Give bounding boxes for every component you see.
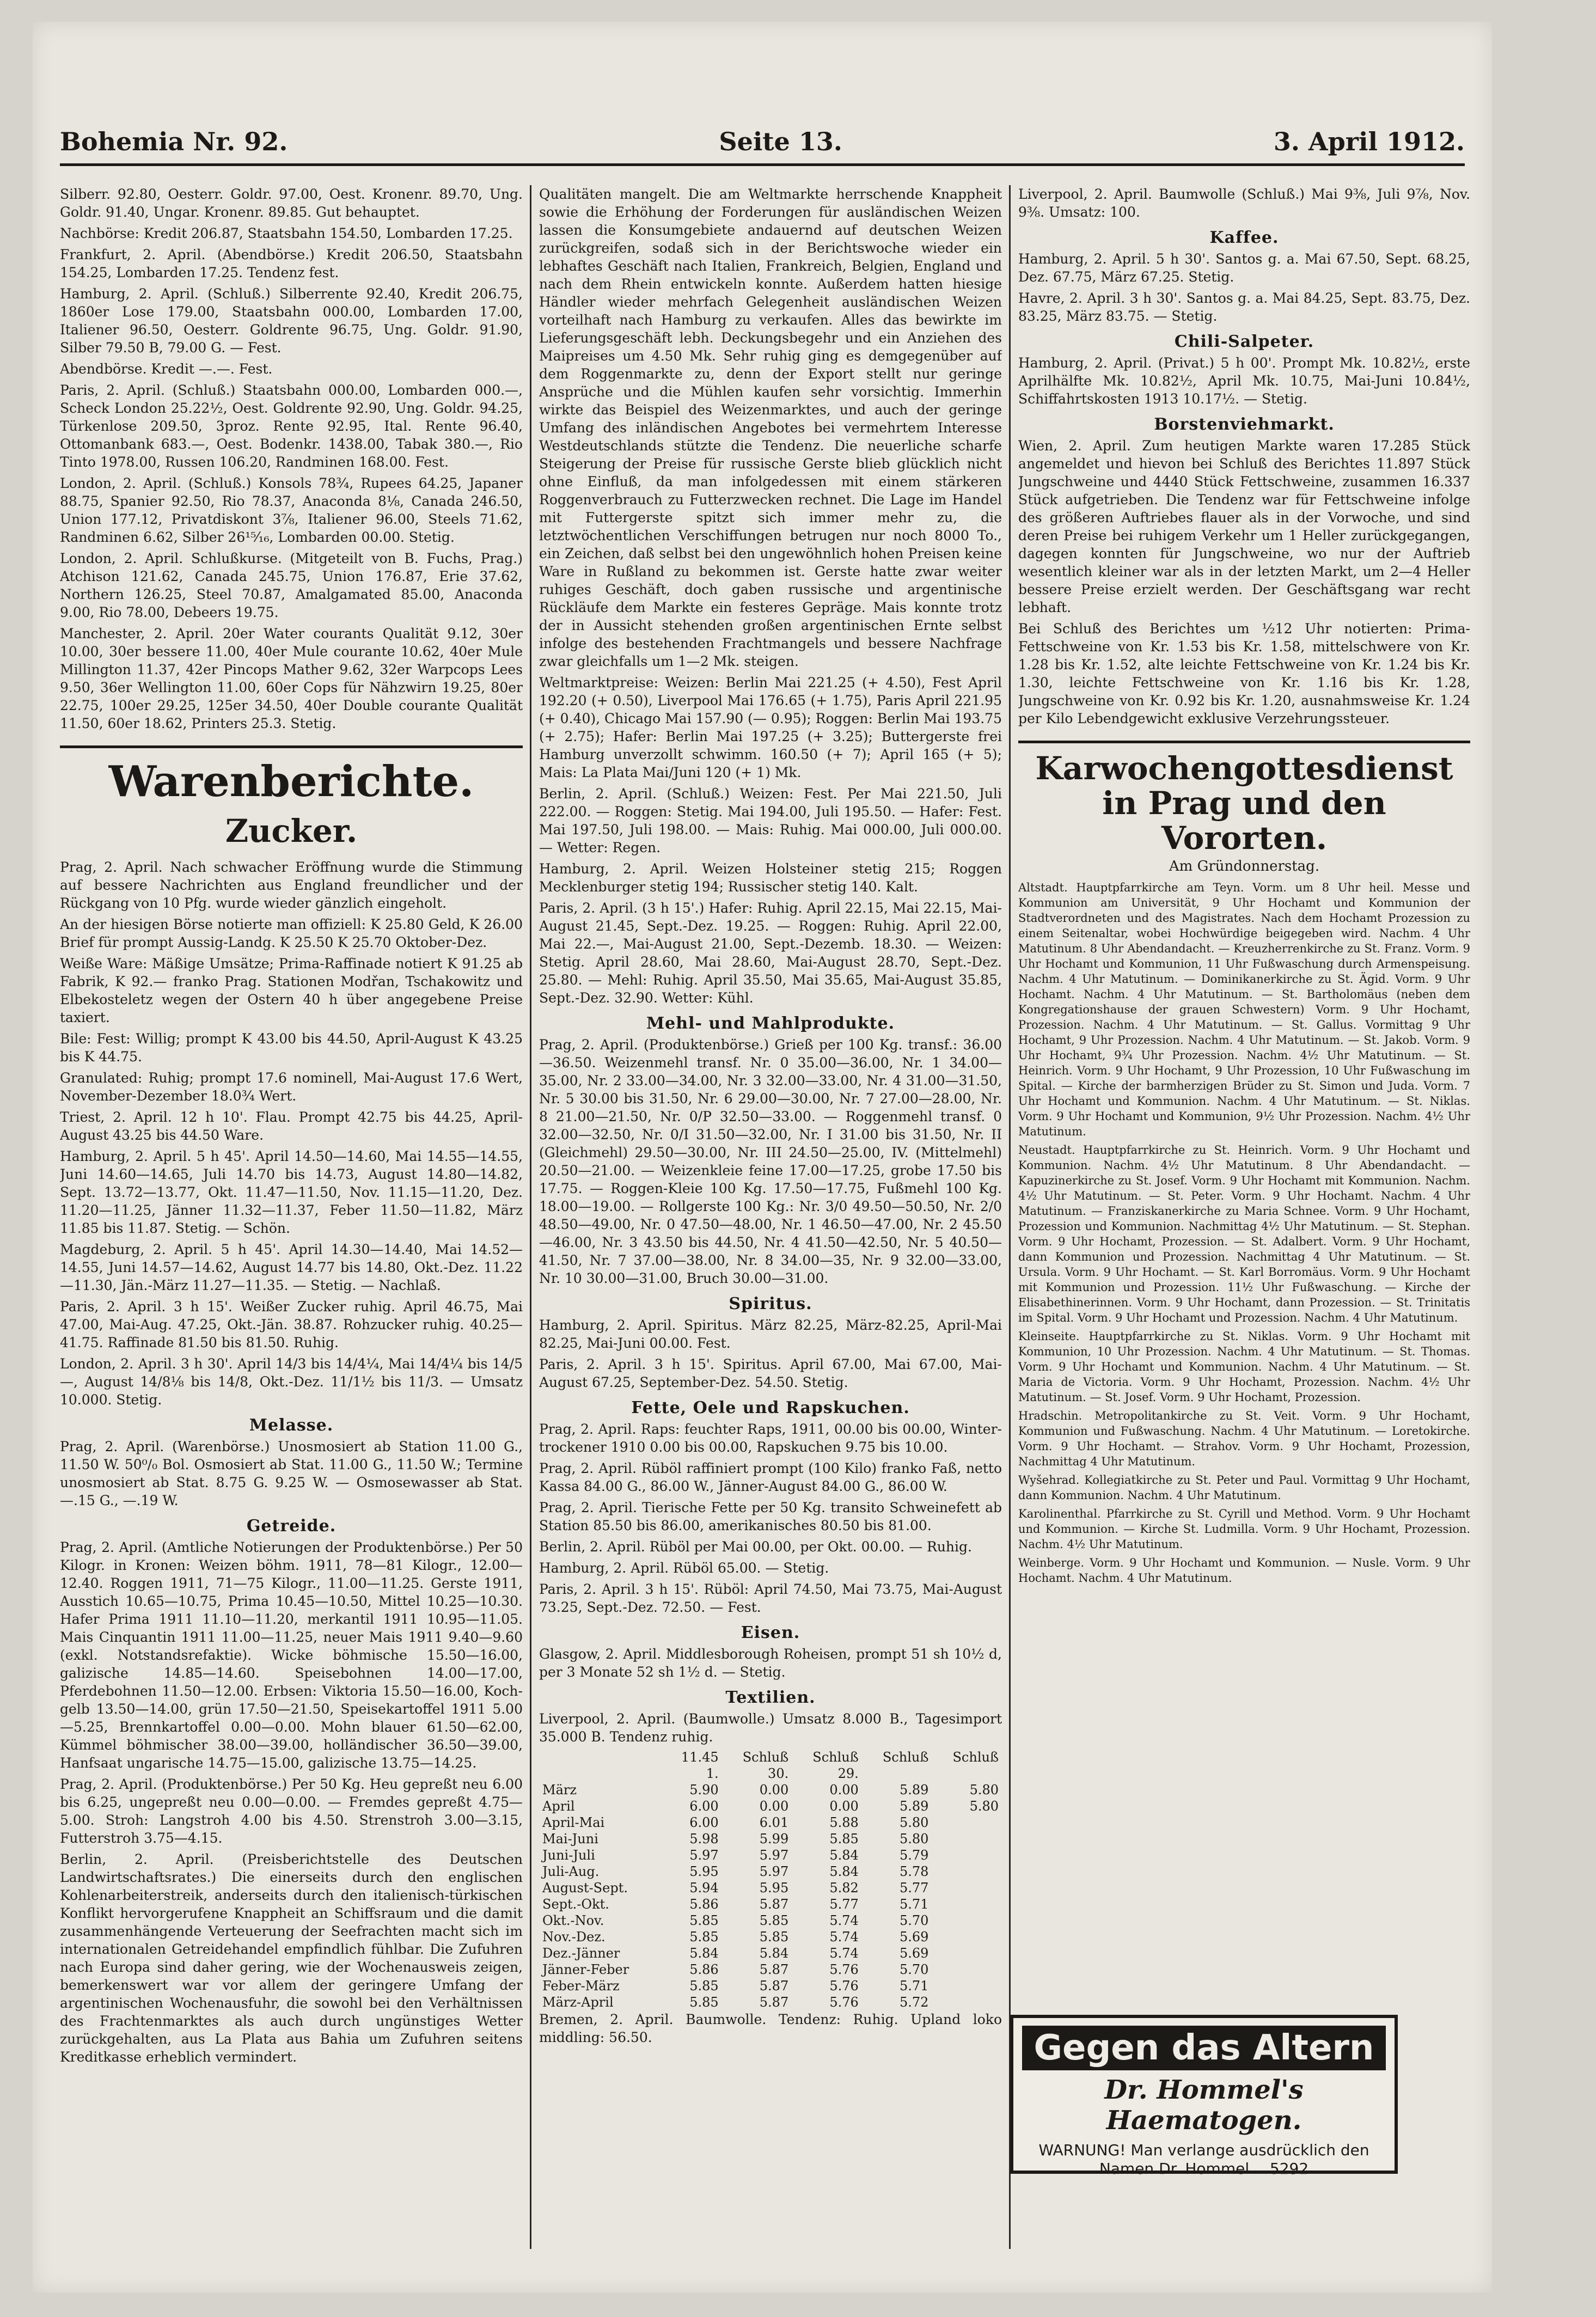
spiritus-report: Paris, 2. April. 3 h 15'. Spiritus. April 67.00, Mai 67.00, Mai-August 67.25, September-Dez. 54.50. Stetig. <box>539 1356 1002 1390</box>
fette-report: Prag, 2. April. Tierische Fette per 50 Kg. transito Schweinefett ab Station 85.50 bis 86.00, amerikanisches 80.50 bis 81.00. <box>539 1500 1002 1533</box>
getreide-report: Hamburg, 2. April. Weizen Holsteiner stetig 215; Roggen Mecklenburger stetig 194; Russischer stetig 140. Kalt. <box>539 861 1002 895</box>
table-header-row <box>539 1749 1002 1765</box>
table-cell: 1. <box>706 1766 719 1781</box>
table-cell: 5.95 <box>759 1880 789 1896</box>
page-number: Seite 13. <box>719 127 842 156</box>
eisen-report: Glasgow, 2. April. Middlesborough Roheisen, prompt 51 sh 10½ d, per 3 Monate 52 sh 1½ d. — Stetig. <box>539 1646 1002 1680</box>
ad-code: 5292 <box>1269 2160 1309 2178</box>
table-row <box>539 1847 1002 1863</box>
table-cell: Okt.-Nov. <box>542 1913 604 1928</box>
issue-date: 3. April 1912. <box>1273 127 1465 156</box>
column-rule <box>530 185 531 2249</box>
table-cell: Schluß <box>952 1750 999 1765</box>
column-2 <box>539 185 1002 2260</box>
table-row <box>539 1896 1002 1912</box>
getreide-report: Paris, 2. April. (3 h 15'.) Hafer: Ruhig. April 22.15, Mai 22.15, Mai-August 21.45, Sept.-Dez. 19.25. — Roggen: Ruhig. April 22.00, Mai 22.—, Mai-August 21.00, Sept.-Dezemb. 18.30. — Weizen: Stetig. April 28.60, Mai 28.60, Mai-August 28.70, Sept.-Dez. 25.80. — Mehl: Ruhig. April 35.50, Mai 35.65, Mai-August 35.85, Sept.-Dez. 32.90. Wetter: Kühl. <box>539 900 1002 1006</box>
table-cell: 0.00 <box>829 1799 859 1814</box>
table-cell: 30. <box>768 1766 789 1781</box>
table-cell: 5.71 <box>899 1978 929 1994</box>
table-cell: 5.84 <box>759 1946 789 1961</box>
table-cell <box>932 1994 1002 2010</box>
market-report: Frankfurt, 2. April. (Abendbörse.) Kredit 206.50, Staatsbahn 154.25, Lombarden 17.25. Tendenz fest. <box>60 247 523 280</box>
fette-report: Berlin, 2. April. Rüböl per Mai 00.00, per Okt. 00.00. — Ruhig. <box>539 1539 972 1555</box>
table-cell <box>932 1978 1002 1994</box>
mehl-report: Prag, 2. April. (Produktenbörse.) Grieß per 100 Kg. transf.: 36.00—36.50. Weizenmehl transf. Nr. 0 35.00—36.00, Nr. 1 34.00—35.00, Nr. 2 33.00—34.00, Nr. 3 32.00—33.00, Nr. 4 31.00—31.50, Nr. 5 30.00 bis 31.50, Nr. 6 29.00—30.00, Nr. 7 27.00—28.00, Nr. 8 21.00—21.50, Nr. 0/P 32.50—33.00. — Roggenmehl transf. 0 32.00—32.50, Nr. 0/I 31.50—32.00, Nr. I 31.00 bis 31.50, Nr. II (Gleichmehl) 29.50—30.00, Nr. III 24.50—25.00, IV. (Mittelmehl) 20.50—21.00. — Weizenkleie feine 17.00—17.25, grobe 17.50 bis 17.75. — Roggen-Kleie 100 Kg. 17.50—17.75, Fußmehl 100 Kg. 18.00—19.00. — Rollgerste 100 Kg.: Nr. 3/0 49.50—50.50, Nr. 2/0 48.50—49.00, Nr. 0 47.50—48.00, Nr. 1 46.50—47.00, Nr. 2 45.50—46.00, Nr. 3 43.50 bis 44.50, Nr. 4 41.50—42.50, Nr. 5 40.50—41.50, Nr. 7 37.00—38.00, Nr. 8 34.00—35, Nr. 9 32.00—33.00, Nr. 10 30.00—31.00, Bruch 30.00—31.00. <box>539 1037 1002 1286</box>
subsection-heading-fette: Fette, Oele und Rapskuchen. <box>631 1398 910 1417</box>
ad-warning-text: WARNUNG! Man verlange ausdrücklich den Namen Dr. Hommel. <box>1038 2141 1369 2178</box>
baumwolle-report: Liverpool, 2. April. Baumwolle (Schluß.) Mai 9⅜, Juli 9⅞, Nov. 9⅜. Umsatz: 100. <box>1018 186 1470 220</box>
table-cell: 5.85 <box>829 1831 859 1847</box>
market-report: Silberr. 92.80, Oesterr. Goldr. 97.00, Oest. Kronenr. 89.70, Ung. Goldr. 91.40, Ungar. Kronenr. 89.85. Gut behauptet. <box>60 186 523 220</box>
table-cell: 5.82 <box>829 1880 859 1896</box>
table-cell: 5.80 <box>969 1799 999 1814</box>
masthead-issue: Bohemia Nr. 92. <box>60 127 288 156</box>
table-cell: 5.85 <box>689 1978 719 1994</box>
market-report: Manchester, 2. April. 20er Water courants Qualität 9.12, 30er 10.00, 30er bessere 11.00, 40er Mule courante 10.62, 40er Mule Millington 11.37, 42er Pincops Mather 9.62, 32er Warpcops Lees 9.50, 36er Wellington 11.00, 60er Cops für Nähzwirn 19.25, 80er 22.75, 100er 29.25, 125er 34.50, 40er Double courante Qualität 11.50, 60er 18.62, Printers 25.3. Stetig. <box>60 626 523 731</box>
table-cell: 5.87 <box>759 1897 789 1912</box>
spiritus-report: Hamburg, 2. April. Spiritus. März 82.25, März-82.25, April-Mai 82.25, Mai-Juni 00.00. Fest. <box>539 1317 1002 1351</box>
subsection-heading-textilien: Textilien. <box>725 1688 816 1707</box>
getreide-report: Weltmarktpreise: Weizen: Berlin Mai 221.25 (+ 4.50), Fest April 192.20 (+ 0.50), Liverpool Mai 176.65 (+ 1.75), Paris April 221.95 (+ 0.40), Chicago Mai 157.90 (— 0.95); Roggen: Berlin Mai 193.75 (+ 2.75); Hafer: Berlin Mai 197.25 (+ 3.25); Buttergerste frei Hamburg unverzollt schwimm. 160.50 (+ 7); April 165 (+ 5); Mais: La Plata Mai/Juni 120 (+ 1) Mk. <box>539 675 1002 780</box>
newspaper-page <box>33 22 1492 2292</box>
zucker-report: An der hiesigen Börse notierte man offiziell: K 25.80 Geld, K 26.00 Brief für prompt Aussig-Landg. K 25.50 K 25.70 Oktober-Dez. <box>60 916 523 950</box>
church-service-listing: Hradschin. Metropolitankirche zu St. Veit. Vorm. 9 Uhr Hochamt, Kommunion und Fußwaschung. Nachm. 4 Uhr Matutinum. — Loretokirche. Vorm. 9 Uhr Hochamt. — Strahov. Vorm. 9 Uhr Hochamt, Prozession, Nachmittag 4 Uhr Matutinum. <box>1018 1409 1470 1468</box>
zucker-report: Hamburg, 2. April. 5 h 45'. April 14.50—14.60, Mai 14.55—14.55, Juni 14.60—14.65, Juli 14.70 bis 14.73, August 14.80—14.82, Sept. 13.72—13.77, Okt. 11.47—11.50, Nov. 11.15—11.20, Dez. 11.20—11.25, Jänner 11.32—11.37, Feber 11.50—11.82, März 11.85 bis 11.87. Stetig. — Schön. <box>60 1148 523 1236</box>
table-cell: 5.76 <box>829 1995 859 2010</box>
table-cell <box>932 1896 1002 1912</box>
table-cell: 5.85 <box>689 1929 719 1945</box>
getreide-report: Qualitäten mangelt. Die am Weltmarkte herrschende Knappheit sowie die Erhöhung der Forderungen für ausländischen Weizen lassen die Konsumgebiete andauernd auf deutschen Weizen zurückgreifen, sodaß sich in der Berichtswoche wieder ein lebhaftes Geschäft nach Italien, Frankreich, Belgien, England und nach dem Rhein entwickeln konnte. Außerdem hatten hiesige Händler wieder mehrfach Gelegenheit ausländischen Weizen vorteilhaft nach Hamburg zu verkaufen. Alles das bewirkte im Lieferungsgeschäft lebh. Deckungsbegehr und ein Anziehen des Maipreises um 4.50 Mk. Sehr ruhig ging es demgegenüber auf dem Roggenmarkte zu, denn der Export stellt nur geringe Ansprüche und die Mühlen kaufen sehr vorsichtig. Immerhin wirkte das Beispiel des Weizenmarktes, und auch der geringe Umfang des inländischen Angebotes bei vermehrtem Interesse Westdeutschlands stützte die Tendenz. Die neuerliche scharfe Steigerung der Preise für russische Gerste blieb glücklich nicht ohne Einfluß, da man infolgedessen mit einem stärkeren Roggenverbrauch zu Futterzwecken rechnet. Die Lage im Handel mit Futtergerste spitzt sich immer mehr zu, die letztwöchentlichen Verschiffungen betrugen nur noch 8000 To., ein Zeichen, daß selbst bei den ungewöhnlich hohen Preisen keine Ware in Rußland zu bekommen ist. Gerste hatte zwar weiter ruhiges Geschäft, doch gaben russische und argentinische Rückläufe dem Markte ein festeres Gepräge. Mais konnte trotz der in Aussicht stehenden großen argentinischen Ernte selbst infolge des bestehenden Frachtmangels und bessere Nachfrage zwar gleichfalls um 1—2 Mk. steigen. <box>539 186 1002 669</box>
melasse-report: Prag, 2. April. (Warenbörse.) Unosmosiert ab Station 11.00 G., 11.50 W. 50⁰/₀ Bol. Osmosiert ab Stat. 11.00 G., 11.50 W.; Termine unosmosiert ab Stat. 8.75 G. 9.25 W. — Osmosewasser ab Stat. —.15 G., —.19 W. <box>60 1439 523 1508</box>
page-header <box>60 120 1465 166</box>
zucker-report: Paris, 2. April. 3 h 15'. Weißer Zucker ruhig. April 46.75, Mai 47.00, Mai-Aug. 47.25, Okt.-Jän. 38.87. Rohzucker ruhig. 40.25—41.75. Raffinade 81.50 bis 81.50. Ruhig. <box>60 1299 523 1350</box>
fette-report: Prag, 2. April. Raps: feuchter Raps, 1911, 00.00 bis 00.00, Winter- trockener 1910 0.00 bis 00.00, Rapskuchen 9.75 bis 10.00. <box>539 1421 1002 1455</box>
table-cell: 5.80 <box>969 1782 999 1798</box>
church-service-listing: Karolinenthal. Pfarrkirche zu St. Cyrill und Method. Vorm. 9 Uhr Hochamt und Kommunion. — Kirche St. Ludmilla. Vorm. 9 Uhr Hochamt, Prozession. Nachm. 4½ Uhr Matutinum. <box>1018 1507 1470 1551</box>
table-cell: Jänner-Feber <box>542 1962 629 1977</box>
table-cell: April <box>542 1799 575 1814</box>
notice-subheading: Am Gründonnerstag. <box>1169 858 1320 875</box>
table-cell: 5.77 <box>829 1897 859 1912</box>
table-cell: 5.95 <box>689 1864 719 1879</box>
table-cell: 6.00 <box>689 1799 719 1814</box>
table-cell <box>932 1847 1002 1863</box>
kaffee-report: Havre, 2. April. 3 h 30'. Santos g. a. Mai 84.25, Sept. 83.75, Dez. 83.25, März 83.75. — Stetig. <box>1018 290 1470 324</box>
table-cell: 5.87 <box>759 1978 789 1994</box>
table-cell: 5.86 <box>689 1897 719 1912</box>
table-cell: 0.00 <box>829 1782 859 1798</box>
table-cell: 5.85 <box>759 1929 789 1945</box>
table-cell: 5.84 <box>689 1946 719 1961</box>
subsection-heading-spiritus: Spiritus. <box>729 1294 812 1313</box>
table-cell: 5.94 <box>689 1880 719 1896</box>
market-report: Abendbörse. Kredit —.—. Fest. <box>60 361 273 377</box>
table-cell: 5.85 <box>759 1913 789 1928</box>
table-row <box>539 1961 1002 1978</box>
table-cell <box>932 1765 1002 1782</box>
table-cell: 5.79 <box>899 1848 929 1863</box>
subsection-heading-borstenvieh: Borstenviehmarkt. <box>1154 415 1335 434</box>
table-cell <box>932 1929 1002 1945</box>
zucker-report: Prag, 2. April. Nach schwacher Eröffnung wurde die Stimmung auf bessere Nachrichten aus England freundlicher und der Rückgang von 10 Pfg. wurde wieder gänzlich eingeholt. <box>60 859 523 911</box>
table-cell: 5.70 <box>899 1913 929 1928</box>
table-cell: 5.99 <box>759 1831 789 1847</box>
getreide-report: Prag, 2. April. (Amtliche Notierungen der Produktenbörse.) Per 50 Kilogr. in Kronen: Weizen böhm. 1911, 78—81 Kilogr., 12.00—12.40. Roggen 1911, 71—75 Kilogr., 11.00—11.25. Gerste 1911, Ausstich 10.65—10.75, Prima 10.45—10.50, Mittel 10.25—10.30. Hafer Prima 1911 11.10—11.20, merkantil 1911 10.95—11.05. Mais Cinquantin 1911 11.00—11.25, neuer Mais 1911 9.40—9.60 (exkl. Notstandsrefaktie). Wicke böhmische 15.50—16.00, galizische 14.85—14.60. Speisebohnen 14.00—17.00, Pferdebohnen 11.50—12.00. Erbsen: Viktoria 15.50—16.00, Koch- gelb 13.50—14.00, grün 17.50—21.50, Speisekartoffel 1911 5.00—5.25, Brennkartoffel 0.00—0.00. Mohn blauer 61.50—62.00, Kümmel böhmischer 38.00—39.00, holländischer 36.50—39.00, Hanfsaat ungarische 14.75—15.00, galizische 13.75—14.25. <box>60 1539 523 1771</box>
table-cell: 5.77 <box>899 1880 929 1896</box>
table-cell <box>539 1765 663 1782</box>
table-cell: 5.84 <box>829 1864 859 1879</box>
table-cell: Feber-März <box>542 1978 620 1994</box>
table-row <box>539 1798 1002 1814</box>
table-cell: 5.89 <box>899 1799 929 1814</box>
table-cell: 5.69 <box>899 1929 929 1945</box>
table-cell <box>932 1945 1002 1961</box>
table-cell <box>932 1880 1002 1896</box>
table-row <box>539 1863 1002 1880</box>
table-cell: 0.00 <box>759 1799 789 1814</box>
fette-report: Prag, 2. April. Rüböl raffiniert prompt (100 Kilo) franko Faß, netto Kassa 84.00 G., 86.00 W., Jänner-August 84.00 G., 86.00 W. <box>539 1460 1002 1494</box>
table-cell: 5.97 <box>689 1848 719 1863</box>
table-cell: 5.97 <box>759 1848 789 1863</box>
table-cell: 5.76 <box>829 1962 859 1977</box>
column-3 <box>1018 185 1470 2260</box>
subsection-heading-zucker: Zucker. <box>225 812 358 849</box>
market-report: London, 2. April. (Schluß.) Konsols 78¾, Rupees 64.25, Japaner 88.75, Spanier 92.50, Rio 78.37, Anaconda 8⅛, Canada 246.50, Union 177.12, Privatdiskont 3⅞, Italiener 96.00, Steels 71.62, Randminen 6.62, Silber 26¹⁵⁄₁₆, Lombarden 00.00. Stetig. <box>60 475 523 545</box>
getreide-report: Berlin, 2. April. (Preisberichtstelle des Deutschen Landwirtschaftsrates.) Die einerseits durch den englischen Kohlenarbeiterstreik, anderseits durch den italienisch-türkischen Konflikt hervorgerufene Knappheit an Schiffsraum und die damit zusammenhängende Verteuerung der Seefrachten macht sich im internationalen Getreidehandel empfindlich fühlbar. Die Zufuhren nach Europa sind daher gering, wie der Wochenausweis zeigen, bemerkenswert war vor allem der geringere Umfang der argentinischen Wochenausfuhr, die sowohl bei den Verhältnissen des Frachtenmarktes als auch durch ungünstiges Wetter zurückgehalten, aus La Plata aus Bahia um Zufuhren seitens Kreditkasse erheblich vermindert. <box>60 1851 523 2065</box>
borstenvieh-report: Wien, 2. April. Zum heutigen Markte waren 17.285 Stück angemeldet und hievon bei Schluß des Berichtes 11.897 Stück Jungschweine und 4440 Stück Fettschweine, zusammen 16.337 Stück aufgetrieben. Die Tendenz war für Fettschweine infolge des größeren Auftriebes flauer als in der Vorwoche, und sind deren Preise bei ruhigem Verkehr um 1 Heller zurückgegangen, dagegen konnten für Jungschweine, wo nur der Auftrieb wesentlich kleiner war als in der letzten Markt, um 2—4 Heller bessere Preise erzielt werden. Der Geschäftsgang war recht lebhaft. <box>1018 438 1470 615</box>
table-row <box>539 1831 1002 1847</box>
table-row <box>539 1814 1002 1831</box>
table-cell: August-Sept. <box>542 1880 628 1896</box>
textil-outro: Bremen, 2. April. Baumwolle. Tendenz: Ruhig. Upland loko middling: 56.50. <box>539 2012 1002 2045</box>
table-cell: 5.72 <box>899 1995 929 2010</box>
table-cell: Juni-Juli <box>542 1848 595 1863</box>
table-row <box>539 1912 1002 1929</box>
table-header-row <box>539 1765 1002 1782</box>
subsection-heading-eisen: Eisen. <box>741 1623 800 1642</box>
church-service-listing: Wyšehrad. Kollegiatkirche zu St. Peter und Paul. Vormittag 9 Uhr Hochamt, dann Kommunion. Nachm. 4 Uhr Matutinum. <box>1018 1474 1470 1502</box>
zucker-report: Triest, 2. April. 12 h 10'. Flau. Prompt 42.75 bis 44.25, April-August 43.25 bis 44.50 Ware. <box>60 1109 523 1143</box>
table-cell: 5.78 <box>899 1864 929 1879</box>
table-row <box>539 1978 1002 1994</box>
ad-product-name: Dr. Hommel's Haematogen. <box>1104 2075 1304 2136</box>
table-row <box>539 1880 1002 1896</box>
cotton-price-table <box>539 1749 1002 2010</box>
table-cell: 5.80 <box>899 1831 929 1847</box>
subsection-heading-getreide: Getreide. <box>246 1517 337 1536</box>
kaffee-report: Hamburg, 2. April. 5 h 30'. Santos g. a. Mai 67.50, Sept. 68.25, Dez. 67.75, März 67.25. Stetig. <box>1018 251 1470 285</box>
table-cell: 5.87 <box>759 1962 789 1977</box>
church-service-listing: Neustadt. Hauptpfarrkirche zu St. Heinrich. Vorm. 9 Uhr Hochamt und Kommunion. Nachm. 4½ Uhr Matutinum. 8 Uhr Abendandacht. — Kapuzinerkirche zu St. Josef. Vorm. 9 Uhr Hochamt mit Kommunion. Nachm. 4½ Uhr Matutinum. — St. Peter. Vorm. 9 Uhr Hochamt. Nachm. 4 Uhr Matutinum. — Franziskanerkirche zu Maria Schnee. Vorm. 9 Uhr Hochamt, Prozession und Kommunion. Nachmittag 4½ Uhr Matutinum. — St. Stephan. Vorm. 9 Uhr Hochamt, Prozession. — St. Adalbert. Vorm. 9 Uhr Hochamt, dann Kommunion und Prozession. Nachmittag 4 Uhr Matutinum. — St. Ursula. Vorm. 9 Uhr Hochamt. — St. Karl Borromäus. Vorm. 9 Uhr Hochamt mit Kommunion und Prozession. 11½ Uhr Fußwaschung. — Kirche der Elisabethinerinnen. Vorm. 9 Uhr Hochamt, dann Prozession. — St. Trinitatis im Spital. Vorm. 9 Uhr Hochamt und Prozession. Nachm. 4 Uhr Matutinum. <box>1018 1144 1470 1324</box>
table-cell: 6.00 <box>689 1815 719 1830</box>
table-cell <box>862 1765 932 1782</box>
table-cell: 0.00 <box>759 1782 789 1798</box>
notice-heading-karwoche: Karwochengottesdienst in Prag und den Vororten. <box>1018 741 1470 855</box>
table-row <box>539 1782 1002 1798</box>
table-cell: Nov.-Dez. <box>542 1929 606 1945</box>
table-cell: 29. <box>837 1766 859 1781</box>
table-cell <box>539 1749 663 1765</box>
table-cell: 5.80 <box>899 1815 929 1830</box>
table-cell: 5.97 <box>759 1864 789 1879</box>
table-cell: 5.88 <box>829 1815 859 1830</box>
zucker-report: Bile: Fest: Willig; prompt K 43.00 bis 44.50, April-August K 43.25 bis K 44.75. <box>60 1031 523 1065</box>
textil-intro: Liverpool, 2. April. (Baumwolle.) Umsatz 8.000 B., Tagesimport 35.000 B. Tendenz ruhig. <box>539 1711 1002 1745</box>
table-cell: 5.84 <box>829 1848 859 1863</box>
table-cell: 5.76 <box>829 1978 859 1994</box>
subsection-heading-kaffee: Kaffee. <box>1209 228 1279 247</box>
table-cell: 5.74 <box>829 1913 859 1928</box>
church-service-listing: Weinberge. Vorm. 9 Uhr Hochamt und Kommunion. — Nusle. Vorm. 9 Uhr Hochamt. Nachm. 4 Uhr Matutinum. <box>1018 1556 1470 1585</box>
table-cell: Schluß <box>812 1750 859 1765</box>
zucker-report: London, 2. April. 3 h 30'. April 14/3 bis 14/4¼, Mai 14/4¼ bis 14/5—, August 14/8⅛ bis 14/8, Okt.-Dez. 11/1½ bis 11/3. — Umsatz 10.000. Stetig. <box>60 1356 523 1408</box>
table-cell <box>932 1863 1002 1880</box>
chili-report: Hamburg, 2. April. (Privat.) 5 h 00'. Prompt Mk. 10.82½, erste Aprilhälfte Mk. 10.82½, April Mk. 10.75, Mai-Juni 10.84½, Schiffahrtskosten 1913 10.17½. — Stetig. <box>1018 355 1470 407</box>
table-cell: Schluß <box>742 1750 789 1765</box>
getreide-report: Prag, 2. April. (Produktenbörse.) Per 50 Kg. Heu gepreßt neu 6.00 bis 6.25, ungepreßt neu 0.00—0.00. — Fremdes gepreßt 4.75—5.00. Stroh: Langstroh 4.00 bis 4.50. Strenstroh 3.00—3.15, Futterstroh 3.75—4.15. <box>60 1776 523 1846</box>
table-cell: 5.74 <box>829 1929 859 1945</box>
market-report: Hamburg, 2. April. (Schluß.) Silberrente 92.40, Kredit 206.75, 1860er Lose 179.00, Staatsbahn 000.00, Lombarden 17.00, Italiener 96.50, Oesterr. Goldrente 96.75, Ung. Goldr. 91.90, Silber 79.50 B, 79.00 G. — Fest. <box>60 286 523 356</box>
market-report: Paris, 2. April. (Schluß.) Staatsbahn 000.00, Lombarden 000.—, Scheck London 25.22½, Oest. Goldrente 92.90, Ung. Goldr. 94.25, Türkenlose 209.50, 3proz. Rente 92.95, Ital. Rente 96.40, Ottomanbank 683.—, Oest. Bodenkr. 1438.00, Tabak 380.—, Rio Tinto 1978.00, Russen 106.20, Randminen 168.00. Fest. <box>60 382 523 470</box>
market-report: Nachbörse: Kredit 206.87, Staatsbahn 154.50, Lombarden 17.25. <box>60 225 513 241</box>
table-cell: März <box>542 1782 577 1798</box>
table-cell: 5.85 <box>689 1995 719 2010</box>
table-cell: 5.85 <box>689 1913 719 1928</box>
ad-title: Gegen das Altern <box>1022 2026 1386 2070</box>
table-cell <box>932 1814 1002 1831</box>
table-cell: Schluß <box>882 1750 929 1765</box>
getreide-report: Berlin, 2. April. (Schluß.) Weizen: Fest. Per Mai 221.50, Juli 222.00. — Roggen: Stetig. Mai 194.00, Juli 195.50. — Hafer: Fest. Mai 197.50, Juli 198.00. — Mais: Ruhig. Mai 000.00, Juli 000.00. — Wetter: Regen. <box>539 786 1002 855</box>
table-row <box>539 1994 1002 2010</box>
table-row <box>539 1929 1002 1945</box>
column-rule <box>1009 185 1011 2249</box>
table-cell: 11.45 <box>681 1750 719 1765</box>
table-cell: 5.71 <box>899 1897 929 1912</box>
table-cell <box>932 1961 1002 1978</box>
fette-report: Paris, 2. April. 3 h 15'. Rüböl: April 74.50, Mai 73.75, Mai-August 73.25, Sept.-Dez. 72.50. — Fest. <box>539 1581 1002 1615</box>
zucker-report: Granulated: Ruhig; prompt 17.6 nominell, Mai-August 17.6 Wert, November-Dezember 18.0¾ Wert. <box>60 1070 523 1104</box>
ad-warning <box>1013 2141 1395 2178</box>
subsection-heading-chili: Chili-Salpeter. <box>1174 332 1314 351</box>
table-cell: 5.98 <box>689 1831 719 1847</box>
subsection-heading-mehl: Mehl- und Mahlprodukte. <box>646 1014 895 1033</box>
column-1 <box>60 185 523 2260</box>
subsection-heading-melasse: Melasse. <box>249 1416 334 1435</box>
table-cell: Sept.-Okt. <box>542 1897 609 1912</box>
table-cell: Juli-Aug. <box>542 1864 600 1879</box>
table-cell: 6.01 <box>759 1815 789 1830</box>
table-cell: 5.87 <box>759 1995 789 2010</box>
table-cell: Mai-Juni <box>542 1831 598 1847</box>
church-service-listing: Altstadt. Hauptpfarrkirche am Teyn. Vorm. um 8 Uhr heil. Messe und Kommunion am Universität, 9 Uhr Hochamt und Kommunion der Stadtverordneten und des Magistrates. Nach dem Hochamt Prozession zu einem Seitenaltar, wobei Hochwürdige beigegeben wird. Nachm. 4 Uhr Matutinum. 8 Uhr Abendandacht. — Kreuzherrenkirche zu St. Franz. Vorm. 9 Uhr Hochamt und Kommunion, 11 Uhr Fußwaschung durch Armenspeisung. Nachm. 4 Uhr Matutinum. — Dominikanerkirche zu St. Ägid. Vorm. 9 Uhr Hochamt. Nachm. 4 Uhr Matutinum. — St. Bartholomäus (neben dem Kongregationshause der grauen Schwestern) Vorm. 9 Uhr Hochamt, Prozession. Nachm. 4 Uhr Matutinum. — St. Gallus. Vormittag 9 Uhr Hochamt, 9 Uhr Prozession. Nachm. 4 Uhr Matutinum. — St. Jakob. Vorm. 9 Uhr Hochamt, 9¾ Uhr Prozession. Nachm. 4½ Uhr Matutinum. — St. Heinrich. Vorm. 9 Uhr Hochamt, 9 Uhr Prozession, 10 Uhr Fußwaschung im Spital. — Kirche der barmherzigen Brüder zu St. Simon und Juda. Vorm. 7 Uhr Hochamt und Kommunion. Nachm. 4 Uhr Matutinum. — St. Niklas. Vorm. 9 Uhr Hochamt und Kommunion, 9½ Uhr Prozession. Nachm. 4½ Uhr Matutinum. <box>1018 881 1470 1138</box>
church-service-listing: Kleinseite. Hauptpfarrkirche zu St. Niklas. Vorm. 9 Uhr Hochamt mit Kommunion, 10 Uhr Prozession. Nachm. 4 Uhr Matutinum. — St. Thomas. Vorm. 9 Uhr Hochamt und Kommunion. Nachm. 4 Uhr Matutinum. — St. Maria de Victoria. Vorm. 9 Uhr Hochamt, Prozession. Nachm. 4½ Uhr Matutinum. — St. Josef. Vorm. 9 Uhr Hochamt, Prozession. <box>1018 1330 1470 1404</box>
table-cell <box>932 1912 1002 1929</box>
fette-report: Hamburg, 2. April. Rüböl 65.00. — Stetig. <box>539 1560 829 1576</box>
table-cell: 5.89 <box>899 1782 929 1798</box>
table-cell: Dez.-Jänner <box>542 1946 620 1961</box>
zucker-report: Magdeburg, 2. April. 5 h 45'. April 14.30—14.40, Mai 14.52—14.55, Juni 14.57—14.62, August 14.77 bis 14.80, Okt.-Dez. 11.22—11.30, Jän.-März 11.27—11.35. — Stetig. — Nachlaß. <box>60 1242 523 1293</box>
table-row <box>539 1945 1002 1961</box>
section-heading-warenberichte: Warenberichte. <box>60 745 523 808</box>
table-cell: 5.86 <box>689 1962 719 1977</box>
table-cell: April-Mai <box>542 1815 605 1830</box>
table-cell: 5.70 <box>899 1962 929 1977</box>
table-cell: 5.69 <box>899 1946 929 1961</box>
zucker-report: Weiße Ware: Mäßige Umsätze; Prima-Raffinade notiert K 91.25 ab Fabrik, K 92.— franko Prag. Stationen Modřan, Tschakowitz und Elbekosteletz wegen der Ostern 40 h über angegebene Preise taxiert. <box>60 956 523 1025</box>
table-cell <box>932 1831 1002 1847</box>
table-cell: 5.74 <box>829 1946 859 1961</box>
table-cell: 5.90 <box>689 1782 719 1798</box>
table-cell: März-April <box>542 1995 614 2010</box>
borstenvieh-report: Bei Schluß des Berichtes um ½12 Uhr notierten: Prima-Fettschweine von Kr. 1.53 bis Kr. 1.58, mittelschwere von Kr. 1.28 bis Kr. 1.52, alte leichte Fettschweine von Kr. 1.24 bis Kr. 1.30, leichte Fettschweine von Kr. 1.16 bis Kr. 1.28, Jungschweine von Kr. 0.92 bis Kr. 1.20, ausnahmsweise Kr. 1.24 per Kilo Lebendgewicht exklusive Verzehrungssteuer. <box>1018 621 1470 726</box>
market-report: London, 2. April. Schlußkurse. (Mitgeteilt von B. Fuchs, Prag.) Atchison 121.62, Canada 245.75, Union 176.87, Erie 37.62, Northern 126.25, Steel 70.87, Amalgamated 85.00, Anaconda 9.00, Rio 78.00, Debeers 19.75. <box>60 551 523 620</box>
advertisement-haematogen <box>1010 2015 1398 2178</box>
